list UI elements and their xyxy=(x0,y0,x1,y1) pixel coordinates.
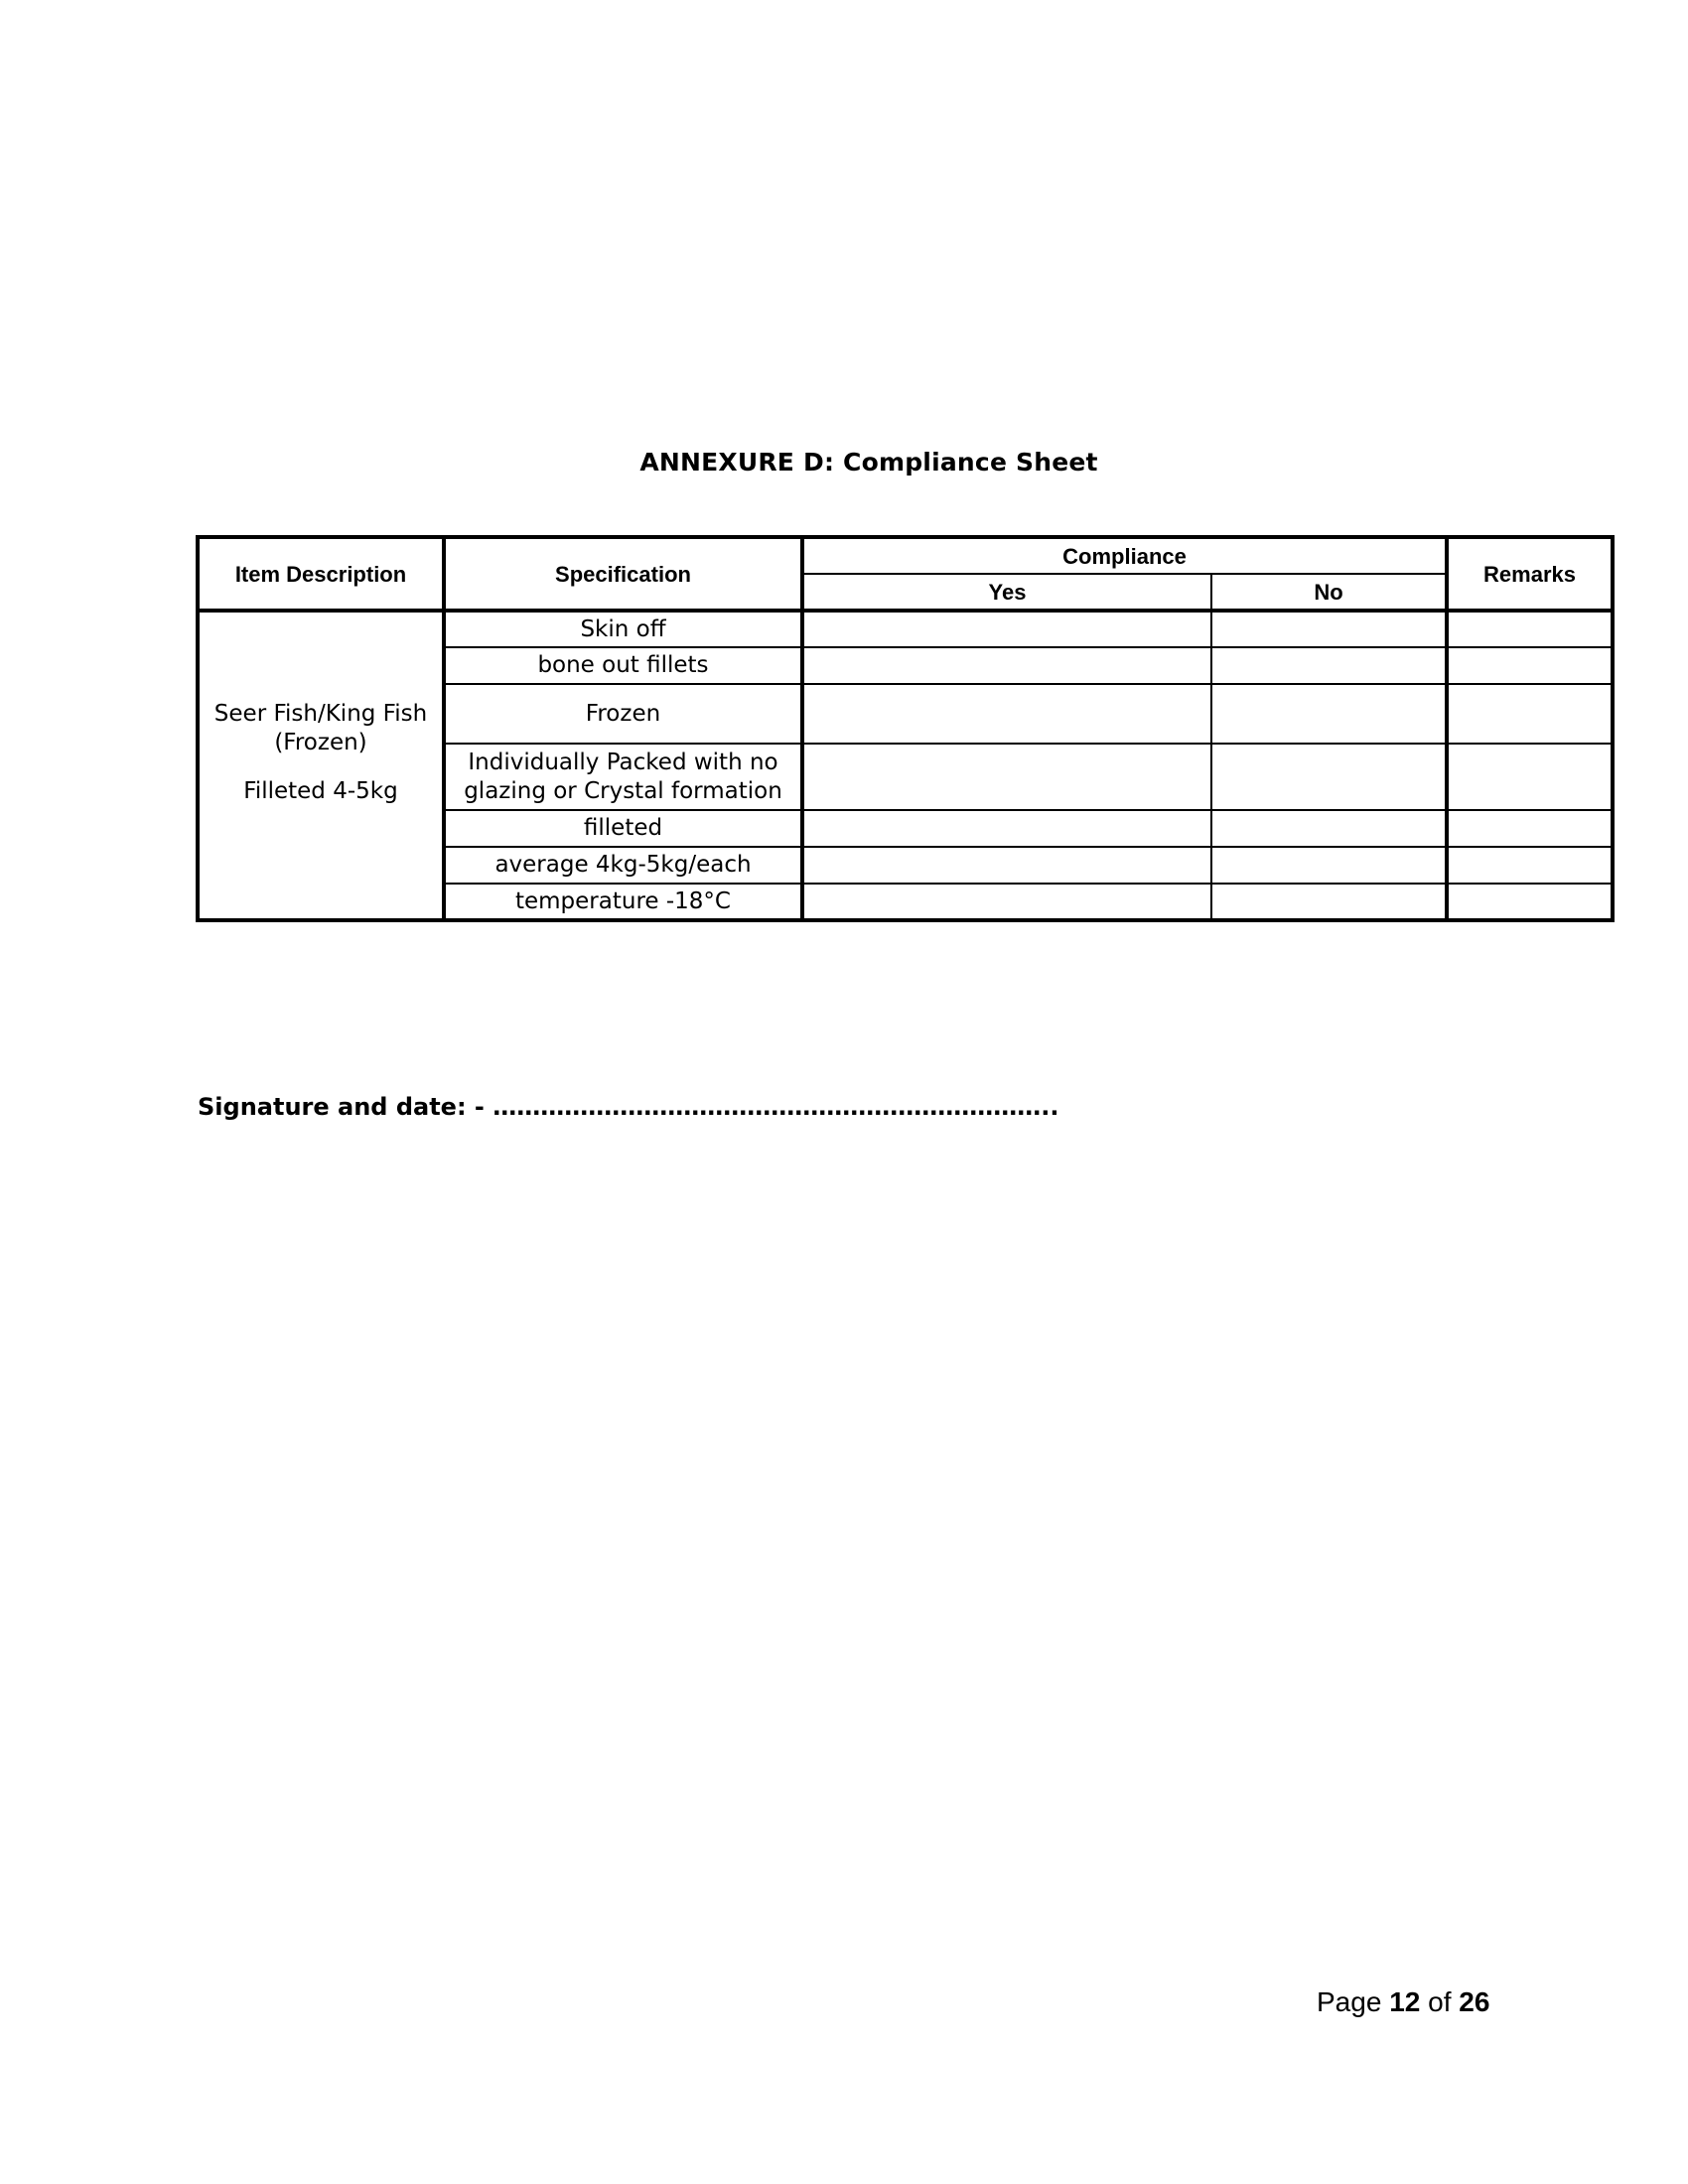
remarks-cell[interactable] xyxy=(1447,647,1613,684)
total-pages: 26 xyxy=(1459,1986,1490,2017)
page-word: Page xyxy=(1317,1986,1382,2017)
yes-cell[interactable] xyxy=(802,611,1211,647)
spec-cell: temperature -18°C xyxy=(444,884,802,920)
no-cell[interactable] xyxy=(1211,884,1447,920)
signature-line: Signature and date: - …………………………………………………………….. xyxy=(198,1093,1059,1121)
no-cell[interactable] xyxy=(1211,684,1447,744)
yes-cell[interactable] xyxy=(802,647,1211,684)
table-row xyxy=(198,611,1613,647)
spec-cell: filleted xyxy=(444,810,802,847)
spec-cell: average 4kg-5kg/each xyxy=(444,847,802,884)
remarks-cell[interactable] xyxy=(1447,611,1613,647)
item-name: Seer Fish/King Fish xyxy=(213,700,428,727)
no-cell[interactable] xyxy=(1211,647,1447,684)
yes-cell[interactable] xyxy=(802,684,1211,744)
remarks-cell[interactable] xyxy=(1447,847,1613,884)
item-description-cell xyxy=(198,611,444,920)
header-specification: Specification xyxy=(444,537,802,611)
item-size: Filleted 4-5kg xyxy=(243,777,398,804)
of-word: of xyxy=(1428,1986,1452,2017)
page-title: ANNEXURE D: Compliance Sheet xyxy=(639,448,1098,477)
spec-cell: bone out fillets xyxy=(444,647,802,684)
remarks-cell[interactable] xyxy=(1447,684,1613,744)
no-cell[interactable] xyxy=(1211,744,1447,810)
header-item-description: Item Description xyxy=(198,537,444,611)
yes-cell[interactable] xyxy=(802,810,1211,847)
spec-cell: Frozen xyxy=(444,684,802,744)
compliance-table xyxy=(196,535,1615,922)
no-cell[interactable] xyxy=(1211,810,1447,847)
header-remarks: Remarks xyxy=(1447,537,1613,611)
yes-cell[interactable] xyxy=(802,744,1211,810)
header-compliance: Compliance xyxy=(802,537,1447,574)
current-page: 12 xyxy=(1389,1986,1421,2017)
no-cell[interactable] xyxy=(1211,847,1447,884)
header-no: No xyxy=(1211,574,1447,611)
spec-cell: Individually Packed with no glazing or Crystal formation xyxy=(444,744,802,810)
yes-cell[interactable] xyxy=(802,884,1211,920)
remarks-cell[interactable] xyxy=(1447,810,1613,847)
remarks-cell[interactable] xyxy=(1447,884,1613,920)
remarks-cell[interactable] xyxy=(1447,744,1613,810)
yes-cell[interactable] xyxy=(802,847,1211,884)
page-number xyxy=(1317,1986,1489,2018)
item-state: (Frozen) xyxy=(274,729,367,755)
spec-cell: Skin off xyxy=(444,611,802,647)
header-yes: Yes xyxy=(802,574,1211,611)
no-cell[interactable] xyxy=(1211,611,1447,647)
